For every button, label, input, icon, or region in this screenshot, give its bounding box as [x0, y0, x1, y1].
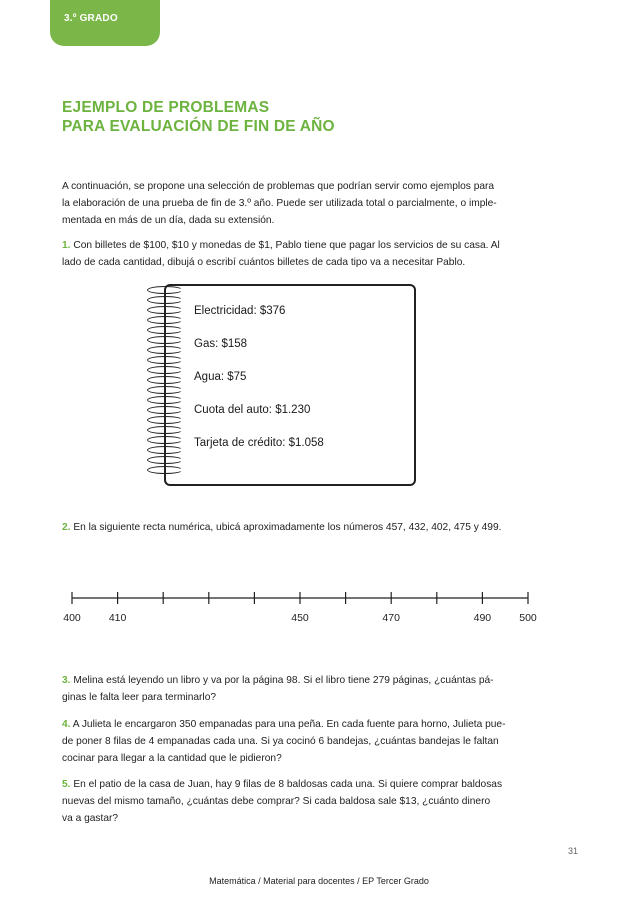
problem-text: Melina está leyendo un libro y va por la página 98. Si el libro tiene 279 páginas, ¿cuántas pá- — [70, 675, 494, 686]
problem-text: cocinar para llegar a la cantidad que le pidieron? — [62, 753, 282, 764]
problem-number: 1. — [62, 240, 71, 251]
problem-text: lado de cada cantidad, dibujá o escribí cuántos billetes de cada tipo va a necesitar Pablo. — [62, 257, 466, 268]
spiral-ring — [147, 296, 183, 304]
title-line-1: EJEMPLO DE PROBLEMAS — [62, 99, 270, 116]
spiral-ring — [147, 346, 183, 354]
number-line — [60, 588, 540, 628]
problem-5 — [62, 776, 540, 827]
spiral-ring — [147, 436, 183, 444]
spiral-ring — [147, 336, 183, 344]
spiral-ring — [147, 366, 183, 374]
problem-text: A Julieta le encargaron 350 empanadas para una peña. En cada fuente para horno, Julieta pue- — [70, 719, 506, 730]
page-number: 31 — [568, 846, 579, 856]
problem-text: En la siguiente recta numérica, ubicá aproximadamente los números 457, 432, 402, 475 y 499. — [70, 522, 502, 533]
problem-text: nuevas del mismo tamaño, ¿cuántas debe comprar? Si cada baldosa sale $13, ¿cuánto dinero — [62, 796, 491, 807]
problem-1 — [62, 237, 540, 271]
intro-line: la elaboración de una prueba de fin de 3.º año. Puede ser utilizada total o parcialmente, o imple- — [62, 198, 497, 209]
problem-text: va a gastar? — [62, 813, 119, 824]
spiral-ring — [147, 396, 183, 404]
number-line-label: 410 — [108, 612, 127, 624]
bill-item-car-payment: Cuota del auto: $1.230 — [194, 404, 311, 416]
problem-text: Con billetes de $100, $10 y monedas de $1, Pablo tiene que pagar los servicios de su casa. Al — [70, 240, 500, 251]
intro-line: mentada en más de un día, dada su extensión. — [62, 215, 275, 226]
problem-2 — [62, 519, 540, 536]
spiral-ring — [147, 326, 183, 334]
page-footer: Matemática / Material para docentes / EP Tercer Grado — [209, 876, 429, 886]
spiral-ring — [147, 406, 183, 414]
spiral-ring — [147, 356, 183, 364]
spiral-ring — [147, 446, 183, 454]
spiral-ring — [147, 376, 183, 384]
problem-number: 2. — [62, 522, 71, 533]
number-line-label: 490 — [473, 612, 492, 624]
number-line-label: 470 — [382, 612, 400, 624]
grade-label: 3.º GRADO — [64, 13, 118, 24]
problem-text: En el patio de la casa de Juan, hay 9 filas de 8 baldosas cada una. Si quiere comprar baldosas — [70, 779, 503, 790]
spiral-ring — [147, 386, 183, 394]
number-line-label: 400 — [63, 612, 81, 624]
problem-text: ginas le falta leer para terminarlo? — [62, 692, 217, 703]
bill-item-electricity: Electricidad: $376 — [194, 305, 286, 317]
spiral-ring — [147, 416, 183, 424]
page-title — [62, 98, 335, 136]
spiral-ring — [147, 426, 183, 434]
intro-line: A continuación, se propone una selección de problemas que podrían servir como ejemplos para — [62, 181, 495, 192]
number-line-label: 500 — [519, 612, 537, 624]
spiral-ring — [147, 306, 183, 314]
spiral-ring — [147, 316, 183, 324]
problem-number: 3. — [62, 675, 71, 686]
problem-number: 4. — [62, 719, 71, 730]
problem-4 — [62, 716, 540, 767]
title-line-2: PARA EVALUACIÓN DE FIN DE AÑO — [62, 118, 335, 135]
spiral-ring — [147, 466, 183, 474]
grade-tab — [50, 0, 160, 46]
number-line-label: 450 — [291, 612, 309, 624]
bill-item-gas: Gas: $158 — [194, 338, 248, 350]
bill-item-credit-card: Tarjeta de crédito: $1.058 — [194, 437, 324, 449]
problem-text: de poner 8 filas de 4 empanadas cada una. Si ya cocinó 6 bandejas, ¿cuántas bandejas le faltan — [62, 736, 499, 747]
intro-paragraph — [62, 178, 540, 229]
bill-item-water: Agua: $75 — [194, 371, 247, 383]
spiral-ring — [147, 456, 183, 464]
problem-number: 5. — [62, 779, 71, 790]
problem-3 — [62, 672, 540, 706]
spiral-ring — [147, 286, 183, 294]
